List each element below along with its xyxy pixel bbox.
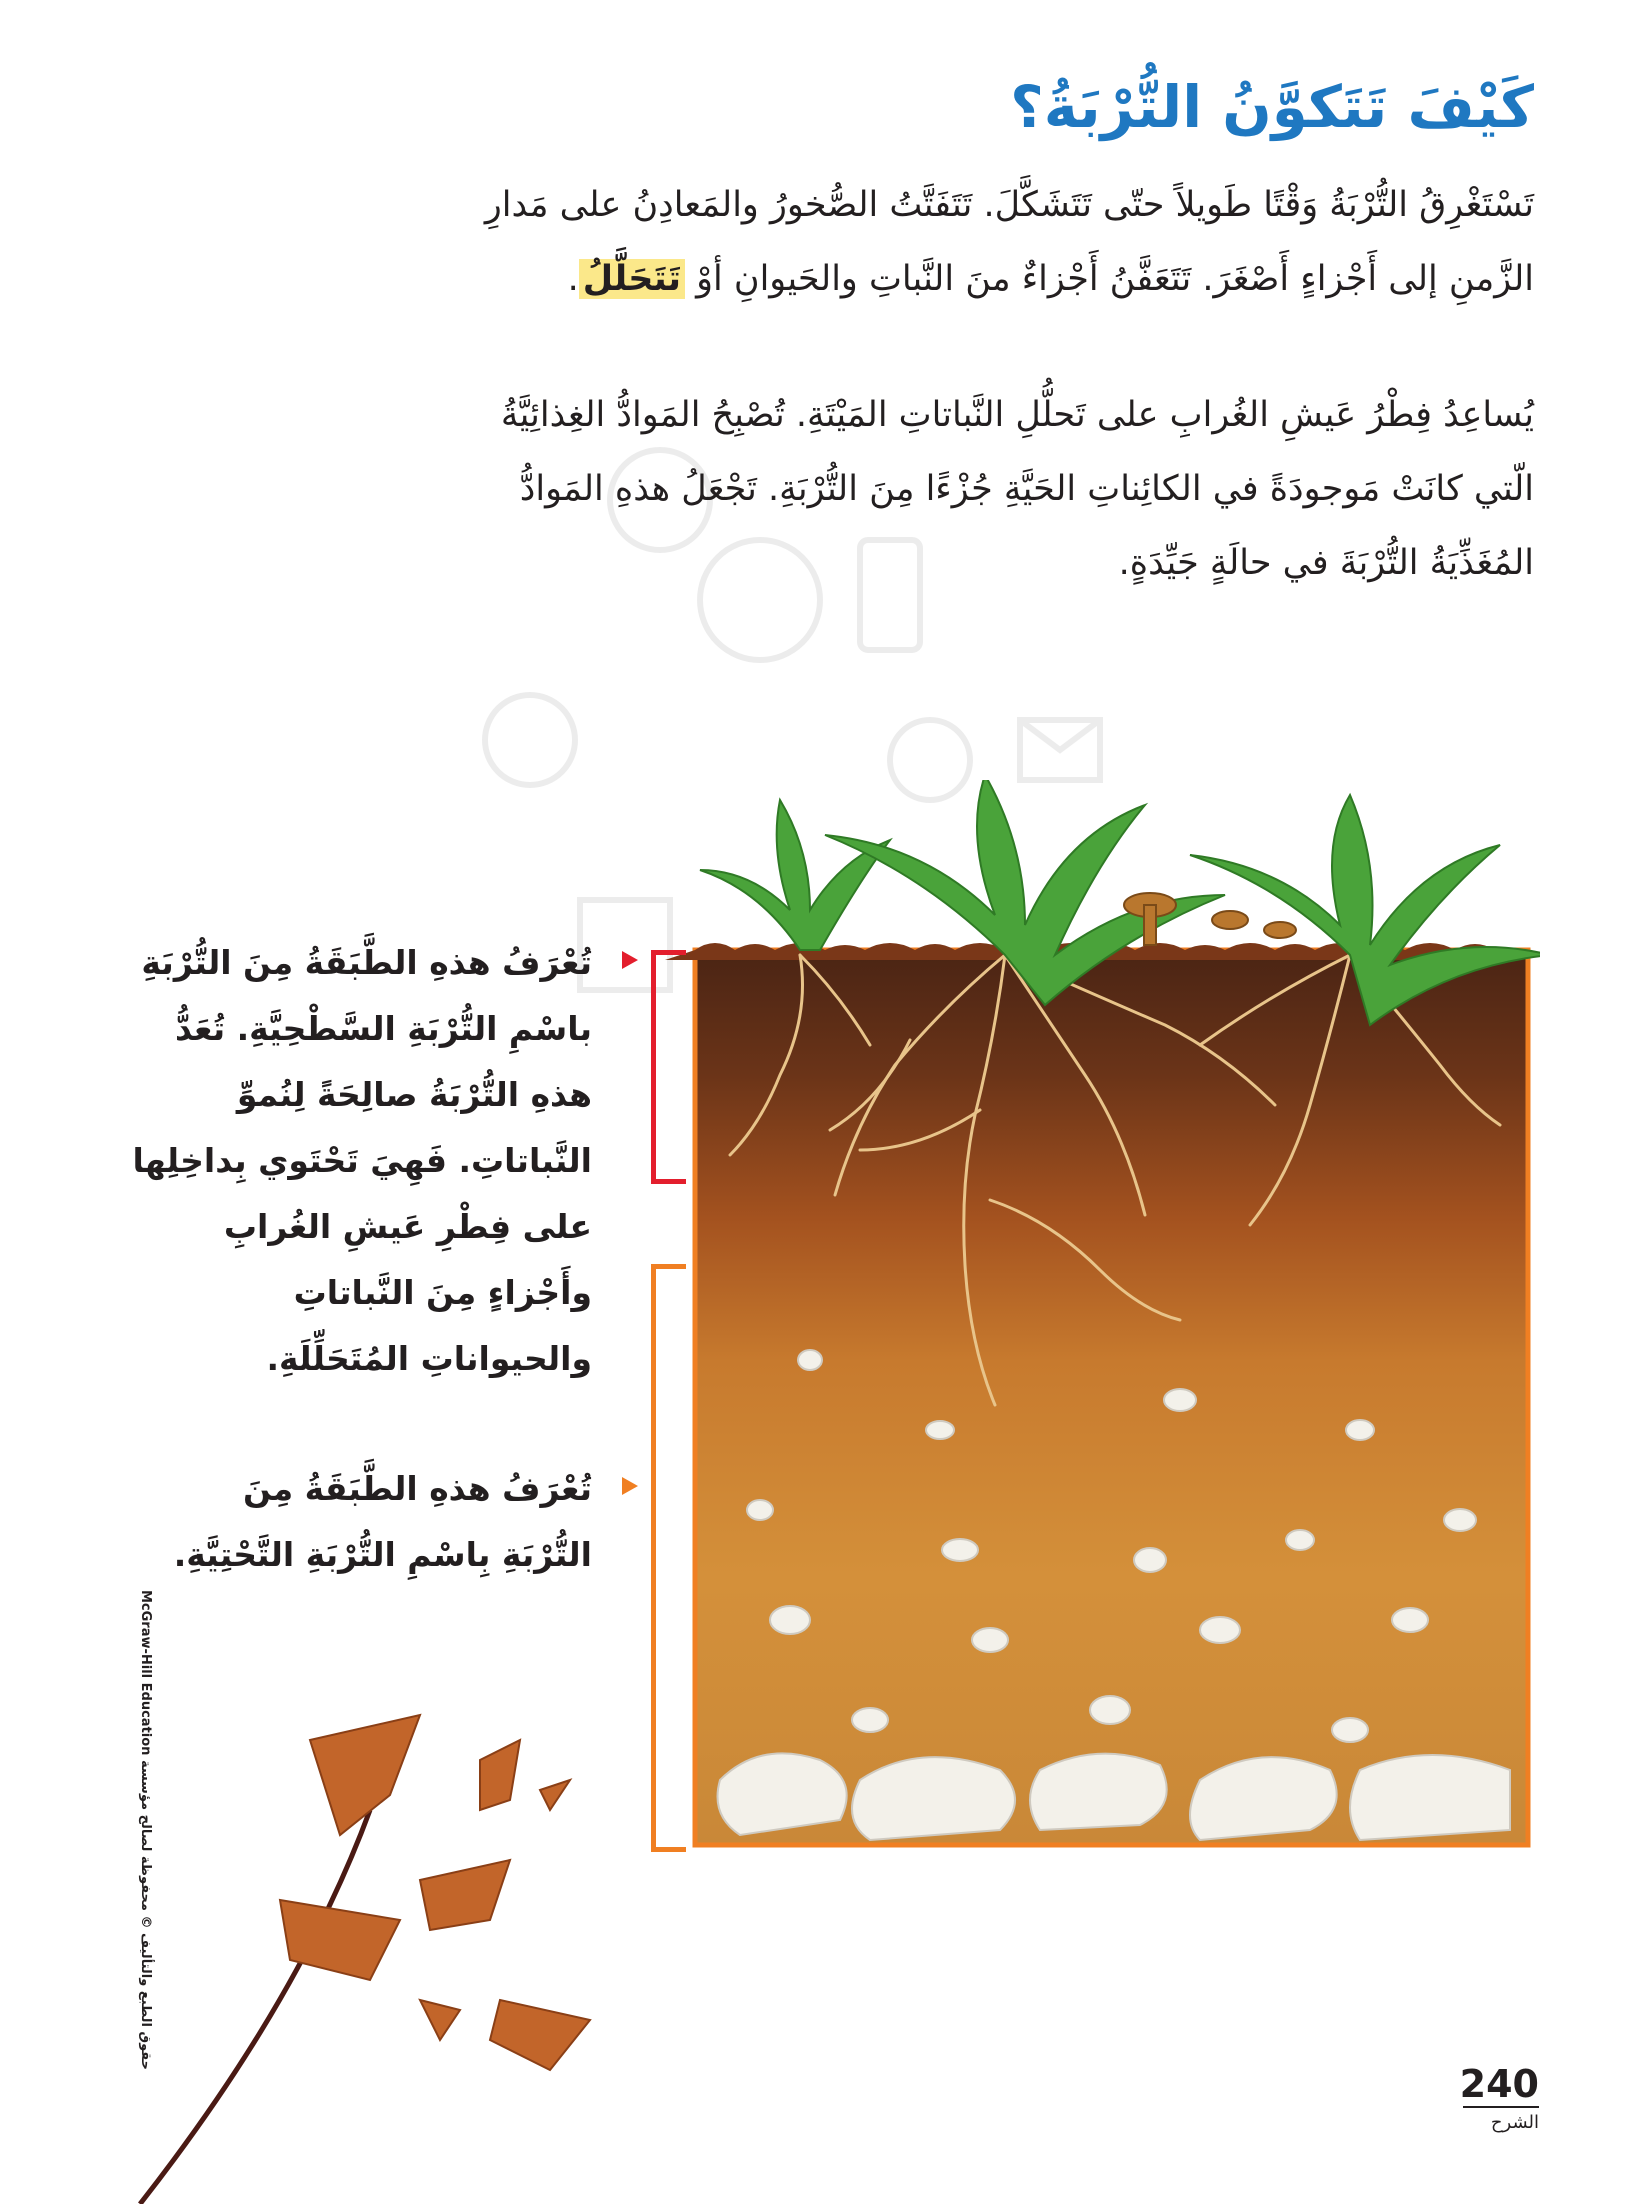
subsoil-pointer-icon [622, 1477, 638, 1495]
page-number: 240 [1459, 2062, 1539, 2106]
section-label: الشرح [1490, 2112, 1539, 2133]
page-number-divider [1463, 2106, 1539, 2108]
highlighted-term: تَتَحَلَّلُ [579, 259, 685, 299]
intro-end: . [567, 259, 579, 299]
subsoil-callout: تُعْرَفُ هذهِ الطَّبَقَةُ مِنَ التُّرْبَةِ بِاسْمِ التُّرْبَةِ التَّحْتِيَّةِ. [173, 1469, 592, 1574]
soil-layers-illustration [660, 780, 1540, 1850]
intro-text: تَسْتَغْرِقُ التُّرْبَةُ وَقْتًا طَويلاً حتّى تَتَشَكَّلَ. تَتَفَتَّتُ الصُّخورُ والمَعادِنُ على مَدارِ الزَّمنِ إلى أَجْزاءٍ أَصْغَرَ. تَتَعَفَّنُ أَجْزاءٌ منَ النَّباتِ والحَيوانِ أوْ [484, 185, 1534, 299]
page-title: كَيْفَ تَتَكوَّنُ التُّرْبَةُ؟ [1010, 73, 1534, 141]
topsoil-pointer-icon [622, 951, 638, 969]
intro-paragraph [474, 168, 1534, 316]
topsoil-bracket [651, 950, 686, 1184]
decomposition-paragraph: يُساعِدُ فِطْرُ عَيشِ الغُرابِ على تَحلُّلِ النَّباتاتِ المَيْتَةِ. تُصْبِحُ المَوادُّ الغِذائِيَّةُ الّتي كانَتْ مَوجودَةً في الكائِناتِ الحَيَّةِ جُزْءًا مِنَ التُّرْبَةِ. تَجْعَلُ هذهِ المَوادُّ المُغَذِّيَةُ التُّرْبَةَ في حالَةٍ جَيِّدَةٍ. [500, 395, 1534, 583]
dry-leaf-illustration [120, 1700, 660, 2204]
topsoil-callout: تُعْرَفُ هذهِ الطَّبَقَةُ مِنَ التُّرْبَةِ باسْمِ التُّرْبَةِ السَّطْحِيَّةِ. تُعَدُّ هذهِ التُّرْبَةُ صالِحَةً لِنُموِّ النَّباتاتِ. فَهِيَ تَحْتَوي بِداخِلِها على فِطْرِ عَيشِ الغُرابِ وأَجْزاءٍ مِنَ النَّباتاتِ والحيواناتِ المُتَحَلِّلَةِ. [132, 943, 592, 1378]
copyright-text: حقوق الطبع والتأليف © محفوظة لصالح مؤسسة McGraw-Hill Education [138, 1589, 153, 2071]
